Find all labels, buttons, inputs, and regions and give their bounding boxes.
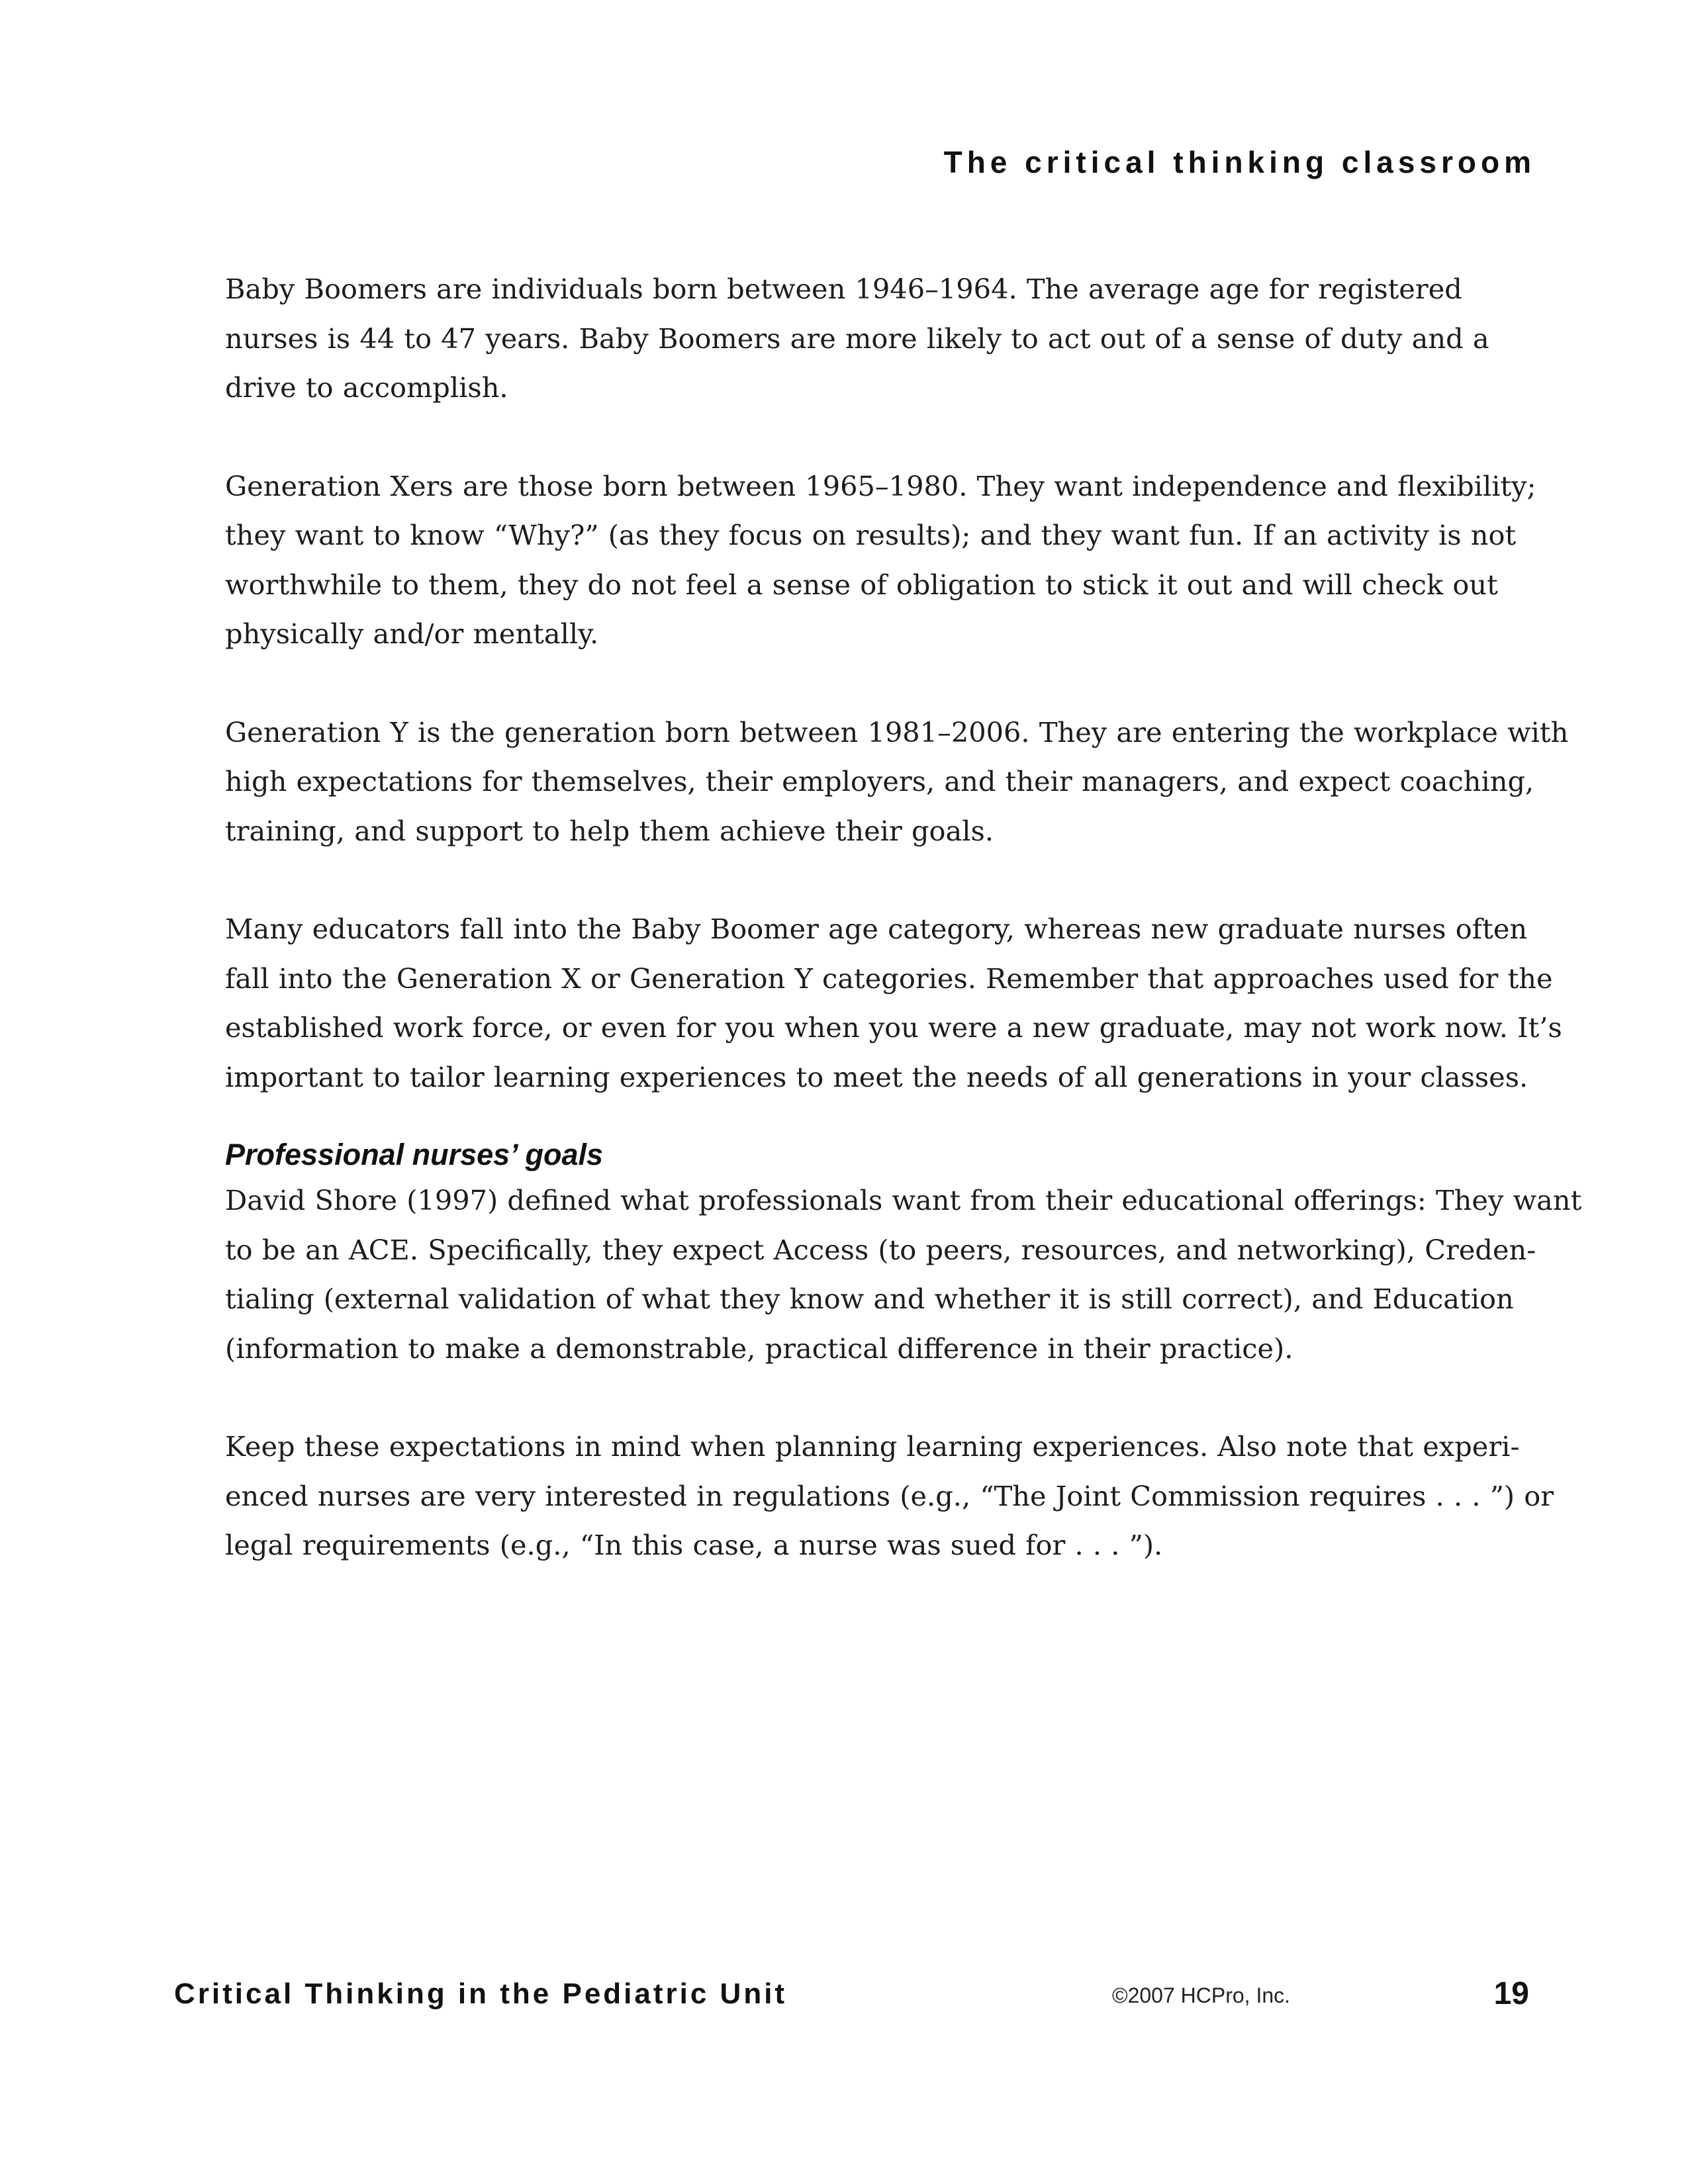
text-line: nurses is 44 to 47 years. Baby Boomers are more likely to act out of a sense of duty and a xyxy=(225,322,1489,355)
text-line: high expectations for themselves, their employers, and their managers, and expect coaching, xyxy=(225,765,1534,797)
paragraph-ace xyxy=(225,1176,1582,1373)
text-line: important to tailor learning experiences to meet the needs of all generations in your classes. xyxy=(225,1060,1528,1093)
text-line: (information to make a demonstrable, practical difference in their practice). xyxy=(225,1332,1293,1365)
text-line: established work force, or even for you when you were a new graduate, may not work now. It’s xyxy=(225,1011,1562,1044)
section-heading: Professional nurses’ goals xyxy=(225,1138,604,1171)
text-line: fall into the Generation X or Generation Y categories. Remember that approaches used for the xyxy=(225,962,1553,995)
text-line: training, and support to help them achieve their goals. xyxy=(225,814,994,847)
text-line: drive to accomplish. xyxy=(225,371,508,404)
text-line: Many educators fall into the Baby Boomer age category, whereas new graduate nurses often xyxy=(225,913,1528,945)
text-line: to be an ACE. Specifically, they expect Access (to peers, resources, and networking), Creden- xyxy=(225,1233,1536,1266)
text-line: enced nurses are very interested in regulations (e.g., “The Joint Commission requires . . . ”) or xyxy=(225,1479,1554,1512)
text-line: they want to know “Why?” (as they focus on results); and they want fun. If an activity is not xyxy=(225,519,1517,551)
text-line: Generation Y is the generation born between 1981–2006. They are entering the workplace with xyxy=(225,715,1569,749)
page-content xyxy=(225,265,1582,1619)
text-line: David Shore (1997) defined what professionals want from their educational offerings: They want xyxy=(225,1184,1582,1216)
paragraph-baby-boomers xyxy=(225,265,1509,413)
text-line: worthwhile to them, they do not feel a sense of obligation to stick it out and will check out xyxy=(225,568,1498,601)
footer-copyright: ©2007 HCPro, Inc. xyxy=(1112,1983,1291,2007)
paragraph-educators xyxy=(225,905,1562,1102)
footer-book-title: Critical Thinking in the Pediatric Unit xyxy=(174,1978,788,2010)
paragraph-generation-x xyxy=(225,462,1536,659)
page-number: 19 xyxy=(1493,1976,1529,2011)
text-line: Baby Boomers are individuals born between 1946–1964. The average age for registered xyxy=(225,273,1462,305)
text-line: Keep these expectations in mind when planning learning experiences. Also note that experi- xyxy=(225,1430,1520,1463)
text-line: Generation Xers are those born between 1965–1980. They want independence and flexibility; xyxy=(225,469,1536,502)
running-header: The critical thinking classroom xyxy=(943,145,1536,179)
text-line: physically and/or mentally. xyxy=(225,617,599,650)
text-line: legal requirements (e.g., “In this case, a nurse was sued for . . . ”). xyxy=(225,1529,1163,1561)
text-line: tialing (external validation of what they know and whether it is still correct), and Education xyxy=(225,1283,1514,1315)
paragraph-expectations xyxy=(225,1422,1554,1570)
paragraph-generation-y xyxy=(225,708,1569,856)
